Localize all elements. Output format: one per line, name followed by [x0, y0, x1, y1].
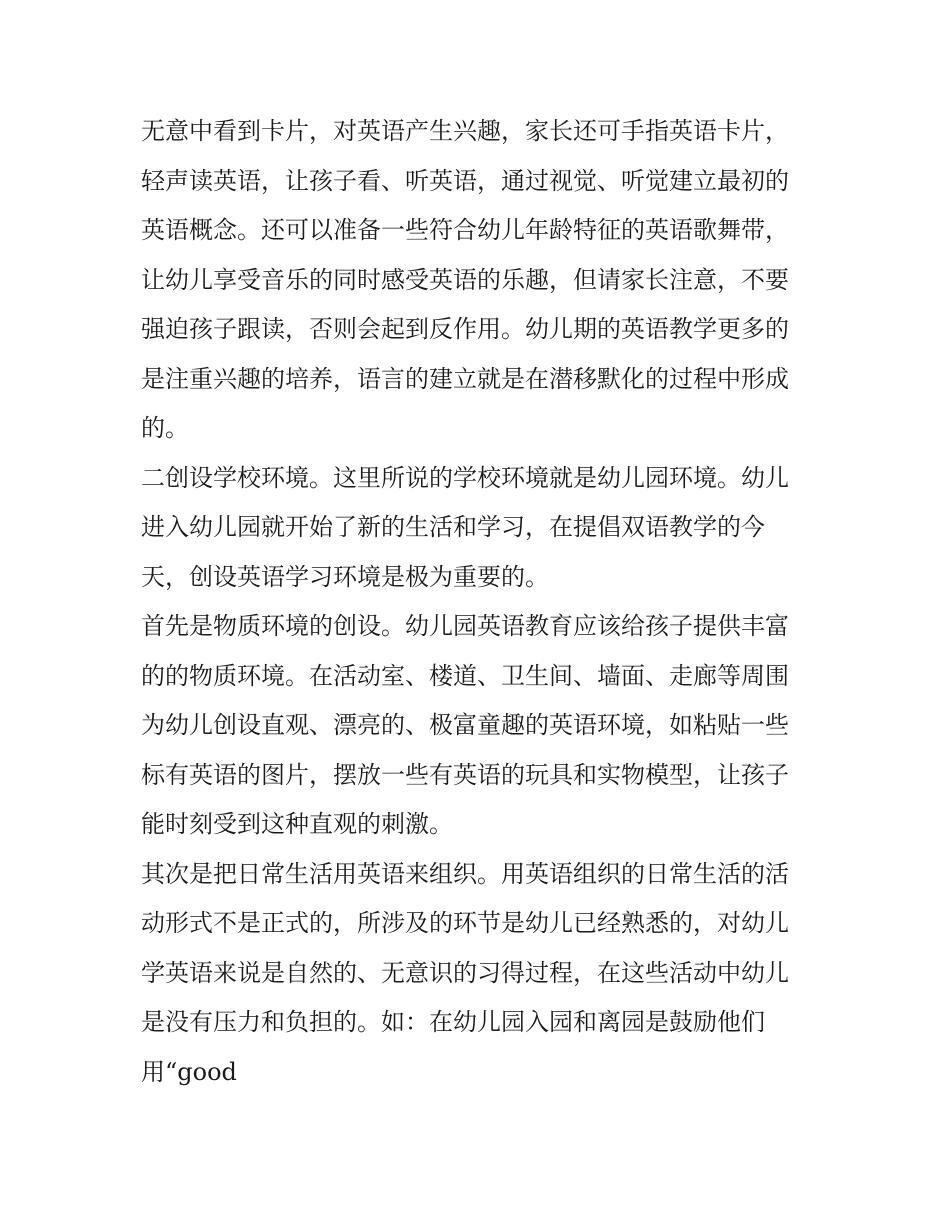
paragraph-1: 无意中看到卡片，对英语产生兴趣，家长还可手指英语卡片， 轻声读英语，让孩子看、听英语，通过视觉、听觉建立最初的 英语概念。还可以准备一些符合幼儿年龄特征的英语歌舞带， 让幼儿享受音乐的同时感受英语的乐趣，但请家长注意，不要 强迫孩子跟读，否则会起到反作用。幼儿期的英语教学更多的 是注重兴趣的培养，语言的建立就是在潜移默化的过程中形成 的。: [141, 117, 789, 442]
paragraph-4: 其次是把日常生活用英语来组织。用英语组织的日常生活的活 动形式不是正式的，所涉及的环节是幼儿已经熟悉的，对幼儿 学英语来说是自然的、无意识的习得过程，在这些活动中幼儿 是没有压力和负担的。如：在幼儿园入园和离园是鼓励他们 用“good: [141, 859, 789, 1086]
document-body: [141, 107, 817, 1097]
paragraph-3: 首先是物质环境的创设。幼儿园英语教育应该给孩子提供丰富 的的物质环境。在活动室、楼道、卫生间、墙面、走廊等周围 为幼儿创设直观、漂亮的、极富童趣的英语环境，如粘贴一些 标有英语的图片，摆放一些有英语的玩具和实物模型，让孩子 能时刻受到这种直观的刺激。: [141, 612, 789, 838]
paragraph-2: 二创设学校环境。这里所说的学校环境就是幼儿园环境。幼儿 进入幼儿园就开始了新的生活和学习，在提倡双语教学的今 天，创设英语学习环境是极为重要的。: [141, 463, 789, 591]
